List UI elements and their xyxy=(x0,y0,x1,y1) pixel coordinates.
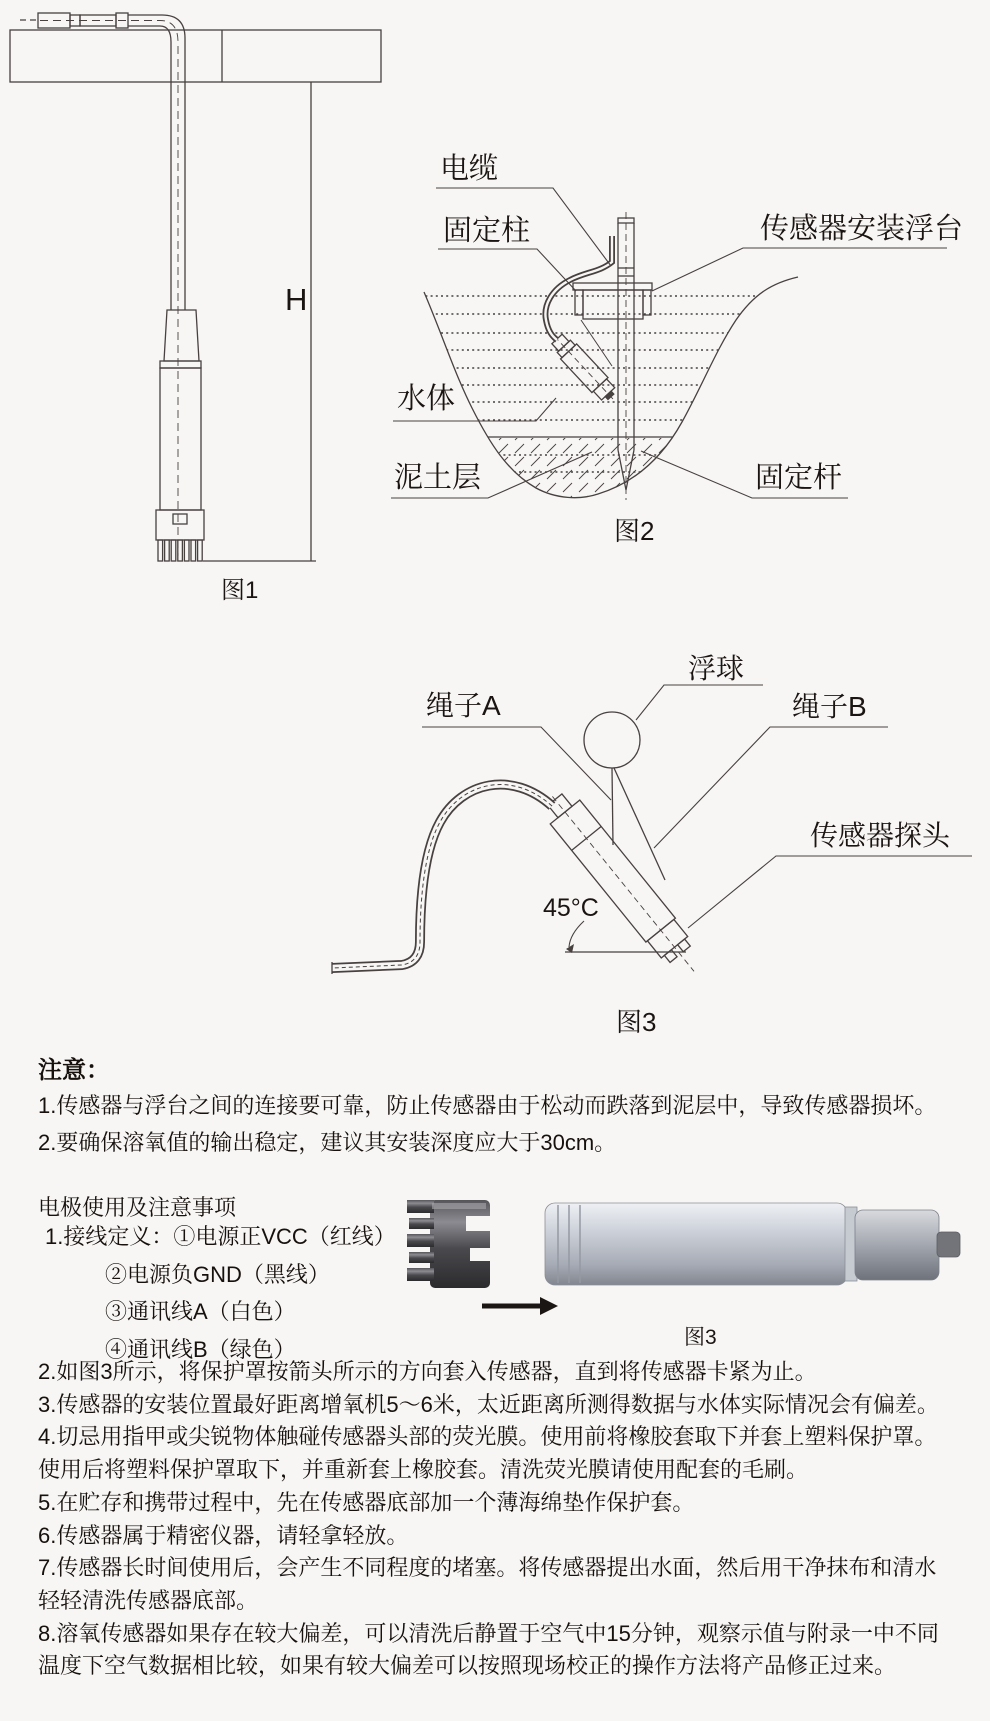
float-ball xyxy=(584,712,640,768)
figure3-sensor xyxy=(538,785,709,984)
electrode-items xyxy=(38,1356,978,1683)
text-line: 7.传感器长时间使用后，会产生不同程度的堵塞。将传感器提出水面，然后用干净抹布和清水 xyxy=(38,1555,937,1581)
label-angle: 45°C xyxy=(543,894,599,922)
wiring-definitions xyxy=(45,1218,396,1368)
arrow-icon xyxy=(482,1297,558,1315)
sensor-product-image xyxy=(545,1203,960,1285)
sensor-neck xyxy=(164,310,199,361)
figure2-caption: 图2 xyxy=(614,516,655,546)
sensor-flange xyxy=(160,361,201,368)
sensor-teeth xyxy=(158,540,202,561)
height-label: H xyxy=(285,282,308,317)
text-line: 3.传感器的安装位置最好距离增氧机5～6米，太近距离所测得数据与水体实际情况会有偏差。 xyxy=(38,1391,939,1417)
text-line: 8.溶氧传感器如果存在较大偏差，可以清洗后静置于空气中15分钟，观察示值与附录一中不同 xyxy=(38,1620,939,1646)
text-line: 6.传感器属于精密仪器，请轻拿轻放。 xyxy=(38,1522,409,1548)
platform-beam xyxy=(10,30,381,82)
label-float-ball: 浮球 xyxy=(688,653,745,684)
figure2-sensor xyxy=(546,329,621,407)
label-water-body: 水体 xyxy=(397,383,456,415)
text-line: 2.要确保溶氧值的输出稳定，建议其安装深度应大于30cm。 xyxy=(38,1129,617,1155)
text-line: ④通讯线B（绿色） xyxy=(105,1336,296,1362)
text-line: 1.接线定义：①电源正VCC（红线） xyxy=(45,1224,396,1249)
notes-heading: 注意： xyxy=(38,1057,110,1084)
label-sensor-probe: 传感器探头 xyxy=(810,820,951,851)
label-rope-a: 绳子A xyxy=(426,690,501,721)
figure3-leaders xyxy=(422,685,972,928)
label-rope-b: 绳子B xyxy=(792,691,867,722)
text-line: 轻轻清洗传感器底部。 xyxy=(38,1587,259,1613)
figure-1-diagram xyxy=(10,13,381,561)
figure3-cable xyxy=(332,785,552,968)
protective-cap-image xyxy=(407,1200,492,1288)
figure2-cable xyxy=(545,236,612,340)
assembly-figure-caption: 图3 xyxy=(684,1326,717,1349)
text-line: ③通讯线A（白色） xyxy=(105,1299,296,1324)
electrode-heading: 电极使用及注意事项 xyxy=(38,1195,237,1220)
text-line: ②电源负GND（黑线） xyxy=(105,1261,330,1287)
figure3-caption: 图3 xyxy=(616,1007,657,1037)
label-fixing-post: 固定柱 xyxy=(443,215,531,247)
label-cable: 电缆 xyxy=(440,153,499,185)
notes-list xyxy=(38,1088,968,1161)
sensor-body xyxy=(160,368,201,510)
text-line: 使用后将塑料保护罩取下，并重新套上橡胶套。清洗荧光膜请使用配套的毛刷。 xyxy=(38,1457,809,1483)
figure1-caption: 图1 xyxy=(221,577,259,604)
text-line: 4.切忌用指甲或尖锐物体触碰传感器头部的荧光膜。使用前将橡胶套取下并套上塑料保护罩。 xyxy=(38,1424,937,1450)
text-line: 5.在贮存和携带过程中，先在传感器底部加一个薄海绵垫作保护套。 xyxy=(38,1489,695,1515)
label-mounting-float: 传感器安装浮台 xyxy=(760,213,964,245)
label-mud-layer: 泥土层 xyxy=(394,462,482,494)
rope-a-line xyxy=(612,768,613,845)
text-line: 温度下空气数据相比较，如果有较大偏差可以按照现场校正的操作方法将产品修正过来。 xyxy=(38,1653,897,1679)
label-fixing-rod: 固定杆 xyxy=(755,462,843,494)
text-line: 2.如图3所示，将保护罩按箭头所示的方向套入传感器，直到将传感器卡紧为止。 xyxy=(38,1359,817,1384)
text-line: 1.传感器与浮台之间的连接要可靠，防止传感器由于松动而跌落到泥层中，导致传感器损坏。 xyxy=(38,1093,937,1118)
rope-b-line xyxy=(614,768,665,880)
notes-section xyxy=(38,1054,968,1161)
